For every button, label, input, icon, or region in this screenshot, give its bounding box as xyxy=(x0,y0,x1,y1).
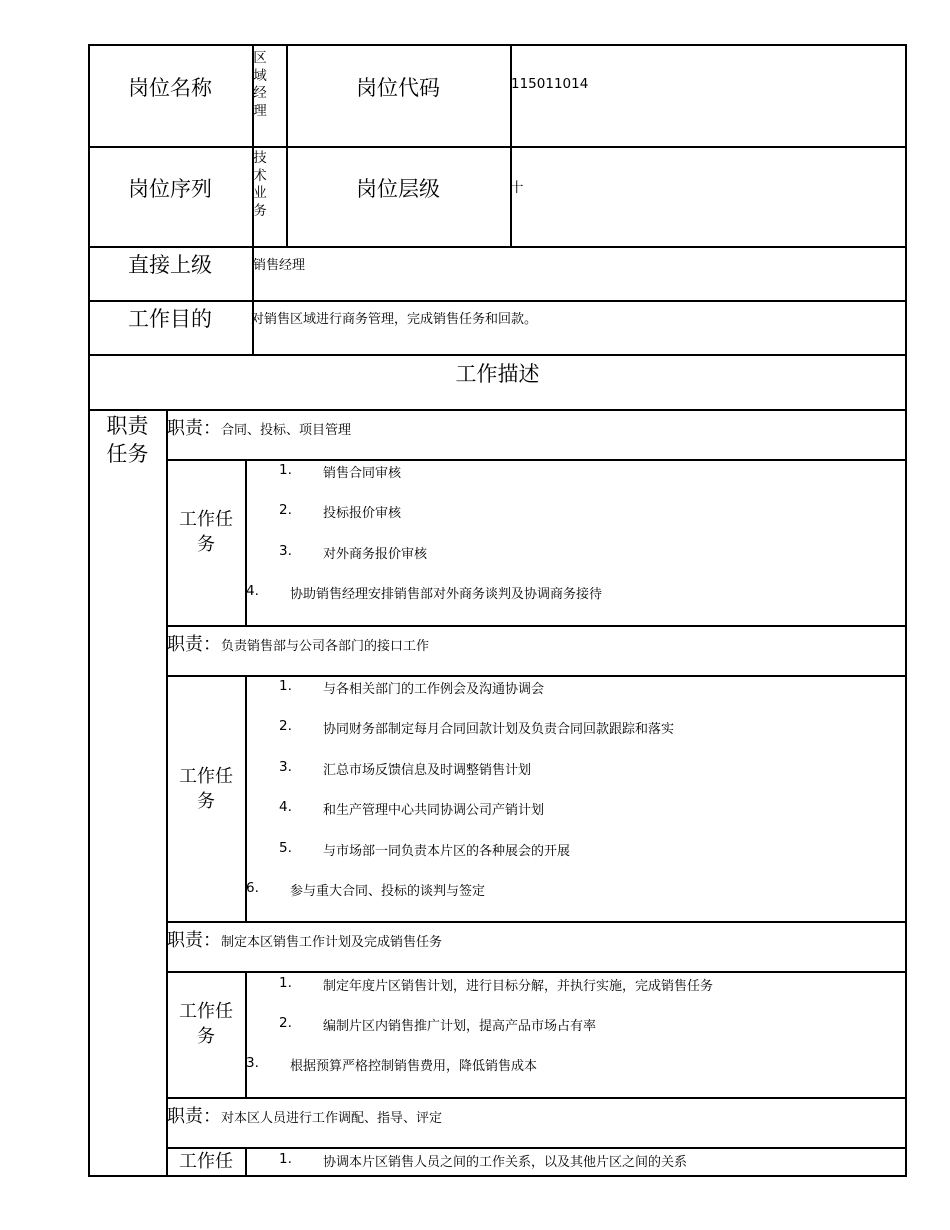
task-label: 工作任务 xyxy=(179,1001,233,1047)
duty-title: 对本区人员进行工作调配、指导、评定 xyxy=(221,1111,443,1126)
task-number: 2. xyxy=(279,502,292,518)
position-code-value: 115011014 xyxy=(511,76,589,92)
position-level-value: 十 xyxy=(510,180,524,196)
purpose-label: 工作目的 xyxy=(128,307,212,331)
task-label: 工作任务 xyxy=(179,766,233,812)
task-item: 汇总市场反馈信息及时调整销售计划 xyxy=(323,763,532,778)
task-number: 5. xyxy=(279,840,292,856)
task-number: 4. xyxy=(279,799,292,815)
task-number: 3. xyxy=(279,543,292,559)
task-item: 协调本片区销售人员之间的工作关系，以及其他片区之间的关系 xyxy=(323,1155,688,1170)
superior-label: 直接上级 xyxy=(128,253,212,277)
task-number: 4. xyxy=(246,583,259,599)
task-item: 与各相关部门的工作例会及沟通协调会 xyxy=(323,682,545,697)
position-name-value: 区域经理 xyxy=(253,50,267,119)
position-level-label: 岗位层级 xyxy=(356,177,440,201)
duty-row xyxy=(167,926,442,952)
task-item: 投标报价审核 xyxy=(323,506,402,521)
task-number: 1. xyxy=(279,678,292,694)
superior-value: 销售经理 xyxy=(253,258,306,273)
duty-row xyxy=(167,414,351,440)
position-sequence-label: 岗位序列 xyxy=(128,177,212,201)
duties-label: 职责任务 xyxy=(106,414,149,466)
duty-title: 负责销售部与公司各部门的接口工作 xyxy=(221,639,430,654)
duty-title: 制定本区销售工作计划及完成销售任务 xyxy=(221,935,443,950)
duty-prefix: 职责： xyxy=(167,930,221,951)
task-label: 工作任务 xyxy=(179,509,233,555)
duty-prefix: 职责： xyxy=(167,418,221,439)
duty-row xyxy=(167,1102,442,1128)
purpose-value: 对销售区域进行商务管理，完成销售任务和回款。 xyxy=(251,312,538,327)
task-item: 协助销售经理安排销售部对外商务谈判及协调商务接待 xyxy=(290,587,603,602)
task-label: 工作任 xyxy=(179,1151,233,1172)
task-item: 制定年度片区销售计划，进行目标分解，并执行实施，完成销售任务 xyxy=(323,979,714,994)
task-item: 和生产管理中心共同协调公司产销计划 xyxy=(323,803,545,818)
duty-title: 合同、投标、项目管理 xyxy=(221,423,352,438)
task-number: 3. xyxy=(279,759,292,775)
task-item: 根据预算严格控制销售费用，降低销售成本 xyxy=(290,1059,538,1074)
task-number: 2. xyxy=(279,718,292,734)
task-number: 1. xyxy=(279,462,292,478)
task-item: 协同财务部制定每月合同回款计划及负责合同回款跟踪和落实 xyxy=(323,722,675,737)
task-item: 销售合同审核 xyxy=(323,466,402,481)
position-code-label: 岗位代码 xyxy=(356,76,440,100)
task-item: 参与重大合同、投标的谈判与签定 xyxy=(290,884,486,899)
task-number: 3. xyxy=(246,1055,259,1071)
position-name-label: 岗位名称 xyxy=(128,76,212,100)
description-title: 工作描述 xyxy=(455,362,540,386)
task-number: 1. xyxy=(279,975,292,991)
task-number: 1. xyxy=(279,1151,292,1167)
task-item: 编制片区内销售推广计划，提高产品市场占有率 xyxy=(323,1019,597,1034)
duty-prefix: 职责： xyxy=(167,1106,221,1127)
task-item: 对外商务报价审核 xyxy=(323,547,428,562)
duty-prefix: 职责： xyxy=(167,634,221,655)
task-number: 2. xyxy=(279,1015,292,1031)
duty-row xyxy=(167,630,429,656)
task-item: 与市场部一同负责本片区的各种展会的开展 xyxy=(323,844,571,859)
task-number: 6. xyxy=(246,880,259,896)
position-sequence-value: 技术业务 xyxy=(253,150,267,219)
